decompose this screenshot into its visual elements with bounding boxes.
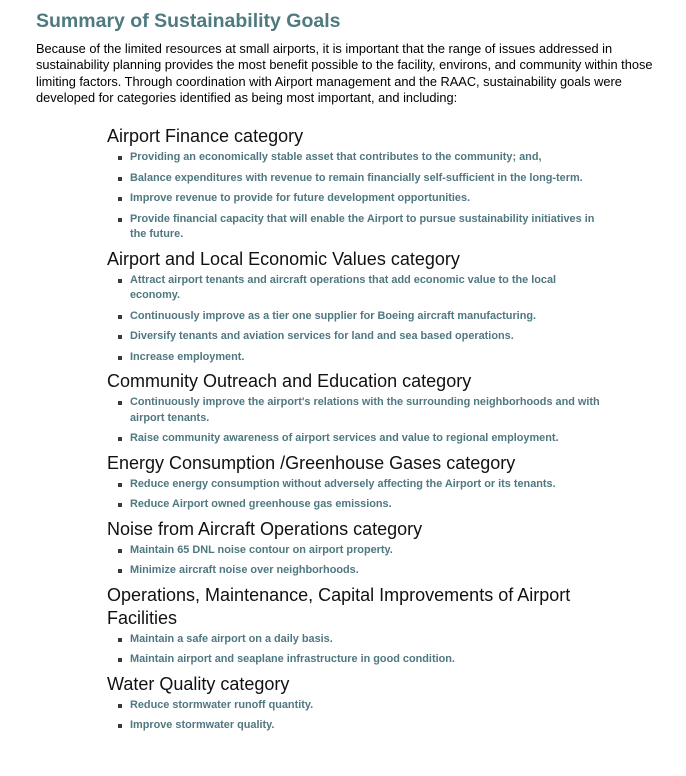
square-bullet-icon	[118, 437, 122, 441]
goal-text: Providing an economically stable asset that contributes to the community; and,	[130, 151, 542, 163]
goal-item	[107, 191, 607, 207]
goal-text: Minimize aircraft noise over neighborhoods.	[130, 564, 359, 576]
square-bullet-icon	[118, 279, 122, 283]
square-bullet-icon	[118, 704, 122, 708]
goal-text: Raise community awareness of airport services and value to regional employment.	[130, 432, 559, 444]
square-bullet-icon	[118, 156, 122, 160]
goal-text: Increase employment.	[130, 350, 245, 363]
square-bullet-icon	[118, 315, 122, 319]
goal-list	[107, 543, 607, 579]
intro-paragraph: Because of the limited resources at small airports, it is important that the range of issues addressed in sustainability planning provides the most benefit possible to the facility, environs, and community within those limiting factors. Through coordination with Airport management and the RAAC, sustainability goals were developed for categories identified as being most important, and including:	[36, 41, 653, 106]
category-section	[107, 673, 607, 734]
goal-list	[107, 477, 607, 513]
square-bullet-icon	[118, 218, 122, 222]
goal-text: Improve stormwater quality.	[130, 719, 275, 731]
goal-text: Maintain 65 DNL noise contour on airport property.	[130, 543, 393, 556]
category-heading: Energy Consumption /Greenhouse Gases category	[107, 452, 516, 473]
goal-text: Diversify tenants and aviation services for land and sea based operations.	[130, 330, 514, 342]
goal-item	[107, 273, 607, 304]
goal-item	[107, 395, 607, 426]
goal-item	[107, 329, 607, 345]
square-bullet-icon	[118, 335, 122, 339]
square-bullet-icon	[118, 658, 122, 662]
goal-text: Reduce stormwater runoff quantity.	[130, 698, 314, 711]
goal-item	[107, 652, 607, 668]
goal-text: Balance expenditures with revenue to remain financially self-sufficient in the long-term.	[130, 171, 583, 184]
goal-text: Maintain airport and seaplane infrastructure in good condition.	[130, 653, 455, 665]
category-section	[107, 370, 607, 447]
goal-list	[107, 395, 607, 447]
category-heading: Noise from Aircraft Operations category	[107, 518, 423, 539]
goal-text: Reduce energy consumption without adversely affecting the Airport or its tenants.	[130, 477, 556, 490]
category-section	[107, 248, 607, 366]
square-bullet-icon	[118, 569, 122, 573]
goal-item	[107, 698, 607, 714]
category-section	[107, 125, 607, 243]
category-heading: Airport Finance category	[107, 126, 304, 146]
goal-text: Provide financial capacity that will enable the Airport to pursue sustainability initiatives in the future.	[130, 212, 595, 240]
square-bullet-icon	[118, 549, 122, 553]
category-section	[107, 584, 607, 668]
goal-item	[107, 171, 607, 187]
category-heading: Community Outreach and Education category	[107, 371, 472, 391]
goal-item	[107, 543, 607, 559]
square-bullet-icon	[118, 483, 122, 487]
goal-item	[107, 477, 607, 493]
category-list	[107, 125, 607, 739]
category-section	[107, 452, 607, 513]
goal-item	[107, 632, 607, 648]
page-title: Summary of Sustainability Goals	[36, 10, 341, 32]
square-bullet-icon	[118, 401, 122, 405]
goal-text: Maintain a safe airport on a daily basis.	[130, 632, 333, 645]
category-heading: Airport and Local Economic Values category	[107, 248, 460, 269]
category-heading: Operations, Maintenance, Capital Improvements of Airport Facilities	[107, 584, 571, 628]
goal-text: Continuously improve as a tier one supplier for Boeing aircraft manufacturing.	[130, 309, 537, 322]
category-heading: Water Quality category	[107, 673, 290, 694]
goal-list	[107, 150, 607, 243]
goal-item	[107, 212, 607, 243]
goal-item	[107, 497, 607, 513]
goal-list	[107, 632, 607, 668]
goal-item	[107, 150, 607, 166]
goal-text: Attract airport tenants and aircraft operations that add economic value to the local economy.	[130, 273, 557, 301]
square-bullet-icon	[118, 724, 122, 728]
square-bullet-icon	[118, 503, 122, 507]
square-bullet-icon	[118, 197, 122, 201]
square-bullet-icon	[118, 638, 122, 642]
goal-item	[107, 350, 607, 366]
square-bullet-icon	[118, 177, 122, 181]
goal-text: Reduce Airport owned greenhouse gas emissions.	[130, 498, 392, 510]
goal-text: Continuously improve the airport's relations with the surrounding neighborhoods and with airport tenants.	[130, 396, 600, 424]
goal-item	[107, 563, 607, 579]
goal-item	[107, 309, 607, 325]
goal-text: Improve revenue to provide for future development opportunities.	[130, 192, 471, 204]
goal-list	[107, 698, 607, 734]
goal-item	[107, 718, 607, 734]
goal-item	[107, 431, 607, 447]
category-section	[107, 518, 607, 579]
goal-list	[107, 273, 607, 366]
square-bullet-icon	[118, 356, 122, 360]
